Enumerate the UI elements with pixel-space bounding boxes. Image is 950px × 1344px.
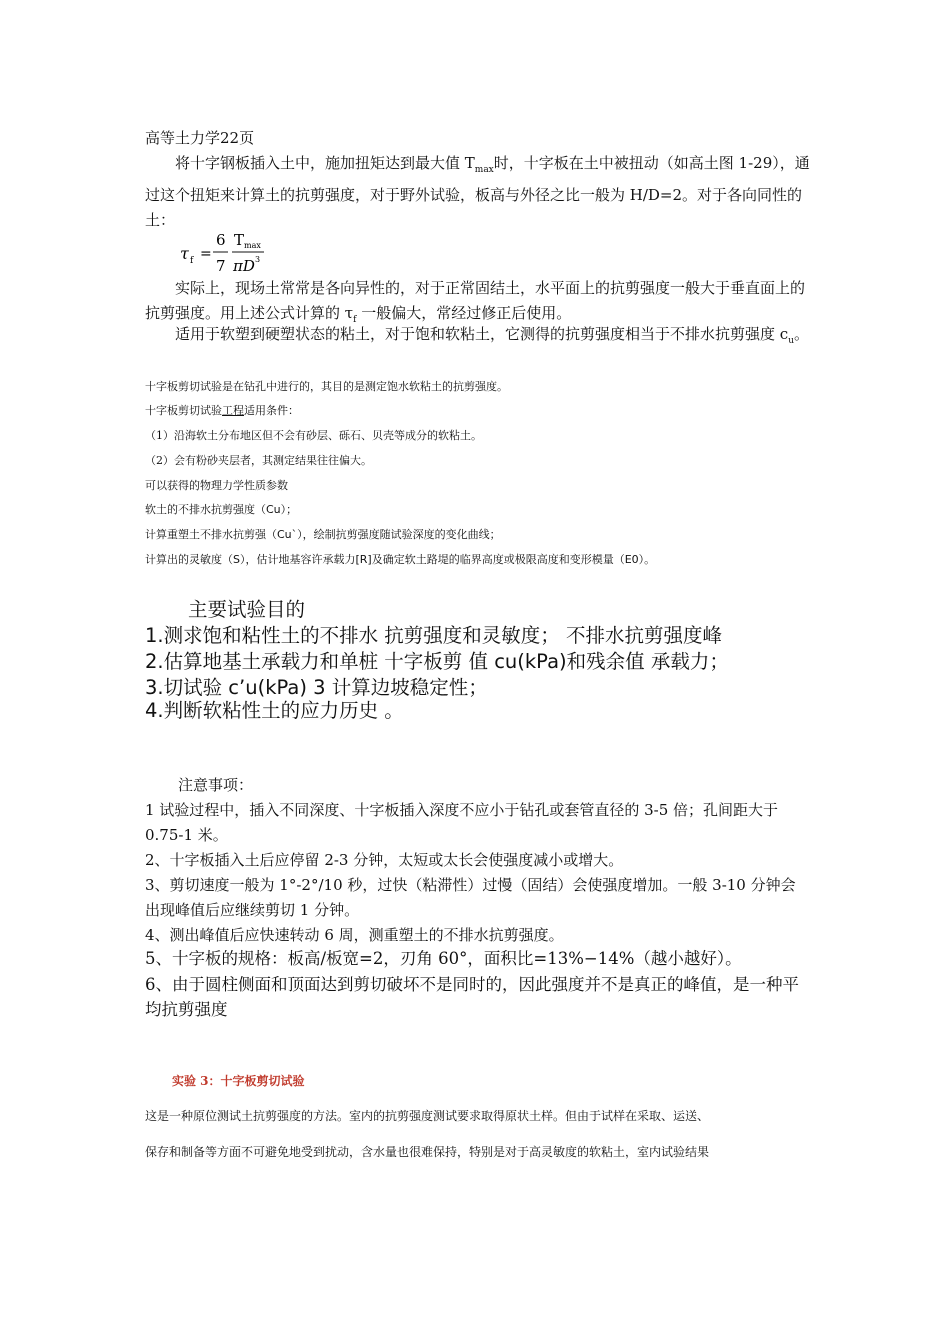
- engineering-link[interactable]: 工程: [222, 404, 244, 417]
- formula-den-7: 7: [216, 257, 226, 275]
- precaution-item-1: 1 试验过程中，插入不同深度、十字板插入深度不应小于钻孔或套管直径的 3-5 倍；孔间距大于 0.75-1 米。: [145, 801, 779, 844]
- purpose-item-3: 3.切试验 c’u(kPa) 3 计算边坡稳定性；: [145, 676, 488, 699]
- purpose-item-1: 1.测求饱和粘性土的不排水 抗剪强度和灵敏度； 不排水抗剪强度峰: [145, 624, 723, 647]
- precaution-item-6: 6、由于圆柱侧面和顶面达到剪切破坏不是同时的，因此强度并不是真正的峰值，是一种平均抗剪强度: [145, 975, 799, 1019]
- precaution-item-5: 5、十字板的规格：板高/板宽=2，刃角 60°，面积比=13%−14%（越小越好）。: [145, 949, 742, 968]
- note-line-2: [145, 403, 810, 419]
- formula-cube-sup: 3: [255, 255, 261, 264]
- note-line-8: 计算出的灵敏度（S），估计地基容许承载力[R]及确定软土路堤的临界高度或极限高度和变形模量（E0）。: [145, 553, 656, 566]
- purpose-title: 主要试验目的: [188, 598, 306, 621]
- note-line-2-head: 十字板剪切试验: [145, 404, 222, 417]
- purpose-item-4: 4.判断软粘性土的应力历史 。: [145, 699, 404, 722]
- para1-subscript: max: [474, 165, 494, 175]
- note-line-6: 软土的不排水抗剪强度（Cu）；: [145, 503, 298, 516]
- formula-torque-t: T: [234, 231, 245, 249]
- formula-equals: =: [200, 246, 212, 262]
- formula-tau: τ: [180, 244, 189, 263]
- formula-num-6: 6: [216, 231, 226, 249]
- experiment-title: 实验 3：十字板剪切试验: [172, 1074, 305, 1088]
- experiment-line-2: 保存和制备等方面不可避免地受到扰动，含水量也很难保持，特别是对于高灵敏度的软粘土，室内试验结果: [145, 1145, 710, 1159]
- para3-text-b: 。: [793, 325, 809, 343]
- precautions-title: 注意事项：: [178, 776, 254, 794]
- note-line-2-tail: 适用条件：: [244, 404, 299, 417]
- formula-pi-d: πD: [233, 257, 255, 275]
- paragraph-applicability: [145, 322, 810, 354]
- formula-tau-sub: f: [190, 256, 194, 266]
- purpose-item-2: 2.估算地基土承载力和单桩 十字板剪 值 cu(kPa)和残余值 承载力；: [145, 650, 729, 673]
- formula-torque-max: max: [244, 241, 261, 250]
- page-reference-heading: 高等土力学22页: [145, 129, 255, 147]
- precaution-item-3: 3、剪切速度一般为 1°-2°/10 秒，过快（粘滞性）过慢（固结）会使强度增加。一般 3-10 分钟会出现峰值后应继续剪切 1 分钟。: [145, 876, 796, 919]
- para2-text-a: 实际上，现场土常常是各向异性的，对于正常固结土，水平面上的抗剪强度一般大于垂直面上的抗剪强度。用上述公式计算的 τ: [145, 279, 806, 322]
- para1-text-b: 时，十字板在土中被扭动（如高土图 1-29），通过这个扭矩来计算土的抗剪强度，对于野外试验，板高与外径之比一般为 H/D=2。对于各向同性的土：: [145, 154, 810, 229]
- precaution-item-4: 4、测出峰值后应快速转动 6 周，测重塑土的不排水抗剪强度。: [145, 926, 564, 944]
- paragraph-torque-description: [145, 151, 810, 233]
- note-line-5: 可以获得的物理力学性质参数: [145, 479, 288, 492]
- note-line-7: 计算重塑土不排水抗剪强（Cu`），绘制抗剪强度随试验深度的变化曲线；: [145, 528, 501, 541]
- experiment-line-1: 这是一种原位测试土抗剪强度的方法。室内的抗剪强度测试要求取得原状土样。但由于试样在采取、运送、: [145, 1109, 710, 1123]
- para1-text-a: 将十字钢板插入土中，施加扭矩达到最大值 T: [175, 154, 475, 172]
- note-line-1: 十字板剪切试验是在钻孔中进行的，其目的是测定饱水软粘土的抗剪强度。: [145, 380, 508, 393]
- note-line-4: （2）会有粉砂夹层者，其测定结果往往偏大。: [145, 454, 372, 467]
- note-line-3: （1）沿海软土分布地区但不会有砂层、砾石、贝壳等成分的软粘土。: [145, 429, 482, 442]
- para3-text-a: 适用于软塑到硬塑状态的粘土，对于饱和软粘土，它测得的抗剪强度相当于不排水抗剪强度 c: [175, 325, 789, 343]
- para2-subscript: f: [353, 315, 357, 325]
- precaution-item-2: 2、十字板插入土后应停留 2-3 分钟，太短或太长会使强度减小或增大。: [145, 851, 624, 869]
- para3-subscript: u: [788, 336, 794, 346]
- shear-strength-formula: [180, 229, 300, 277]
- para2-text-b: 一般偏大，常经过修正后使用。: [356, 304, 572, 322]
